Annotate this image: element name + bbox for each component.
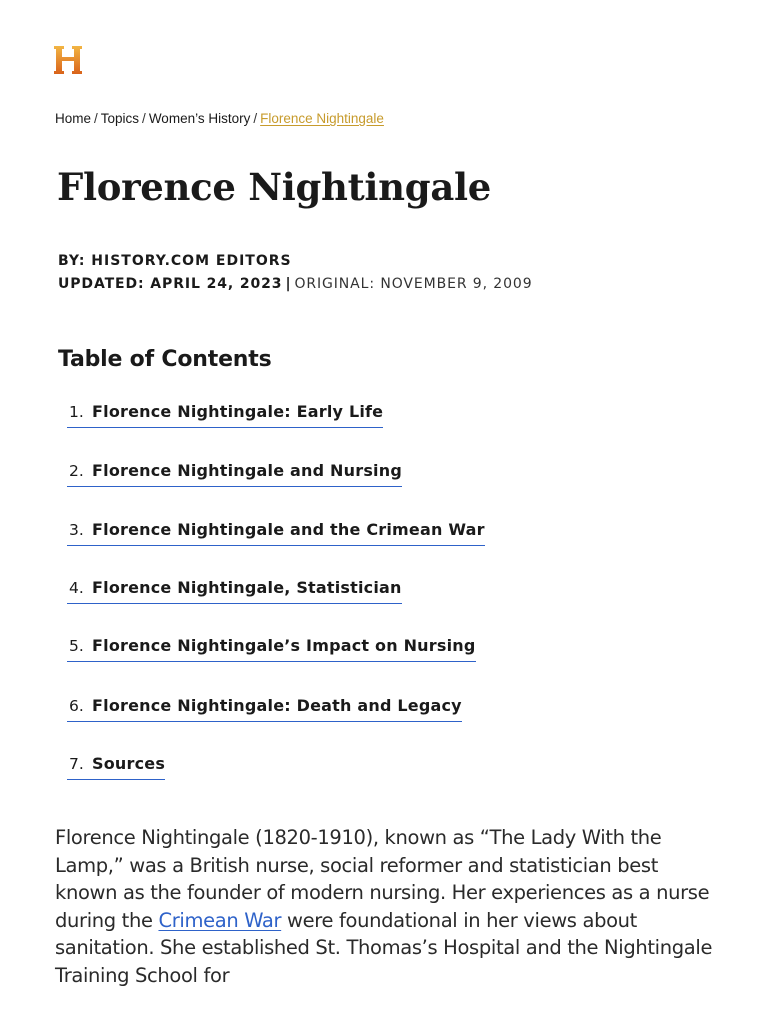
- toc-item-impact[interactable]: [67, 636, 476, 662]
- crimean-war-link[interactable]: Crimean War: [158, 908, 282, 932]
- page-title: Florence Nightingale: [57, 165, 492, 209]
- article-dates: [58, 276, 533, 292]
- history-h-logo-icon: [52, 44, 84, 76]
- history-logo[interactable]: [52, 44, 84, 76]
- intro-text: Florence Nightingale (1820-1910), known as “The Lady With the Lamp,” was a British nurse, social reformer and statistician best known as the founder of modern nursing. Her experiences as a nurse during the: [55, 826, 710, 932]
- breadcrumb-home[interactable]: Home: [55, 111, 92, 126]
- toc-item-nursing[interactable]: [67, 461, 402, 487]
- breadcrumb-separator: /: [94, 111, 98, 126]
- toc-item-number: 1.: [69, 403, 84, 421]
- toc-item-label: Florence Nightingale and Nursing: [92, 461, 402, 480]
- toc-item-statistician[interactable]: [67, 578, 402, 604]
- byline: BY: HISTORY.COM EDITORS: [58, 253, 292, 269]
- original-date: ORIGINAL: NOVEMBER 9, 2009: [294, 276, 533, 292]
- toc-item-sources[interactable]: [67, 754, 165, 780]
- breadcrumb-womens-history[interactable]: Women’s History: [148, 111, 251, 126]
- intro-text-continued: were foundational in her views about sanitation. She established St. Thomas’s Hospital and the Nightingale Training School for: [55, 908, 713, 987]
- toc-item-early-life[interactable]: [67, 402, 383, 428]
- updated-date: UPDATED: APRIL 24, 2023: [58, 276, 283, 292]
- toc-item-crimean-war[interactable]: [67, 520, 485, 546]
- toc-heading: Table of Contents: [58, 347, 272, 372]
- toc-item-label: Florence Nightingale: Death and Legacy: [92, 696, 462, 715]
- toc-item-number: 2.: [69, 462, 84, 480]
- toc-item-label: Florence Nightingale: Early Life: [92, 402, 384, 421]
- toc-item-death-legacy[interactable]: [67, 696, 462, 722]
- toc-item-number: 4.: [69, 579, 84, 597]
- breadcrumb: [55, 111, 384, 126]
- toc-item-number: 6.: [69, 697, 84, 715]
- toc-item-number: 7.: [69, 755, 84, 773]
- breadcrumb-current[interactable]: Florence Nightingale: [260, 111, 384, 126]
- toc-item-number: 5.: [69, 637, 84, 655]
- toc-item-number: 3.: [69, 521, 84, 539]
- breadcrumb-topics[interactable]: Topics: [100, 111, 140, 126]
- date-separator: |: [285, 276, 292, 292]
- intro-paragraph: [55, 824, 715, 989]
- toc-item-label: Sources: [92, 754, 166, 773]
- toc-item-label: Florence Nightingale, Statistician: [92, 578, 402, 597]
- breadcrumb-separator: /: [142, 111, 146, 126]
- toc-item-label: Florence Nightingale and the Crimean War: [92, 520, 485, 539]
- breadcrumb-separator: /: [253, 111, 258, 126]
- toc-item-label: Florence Nightingale’s Impact on Nursing: [92, 636, 476, 655]
